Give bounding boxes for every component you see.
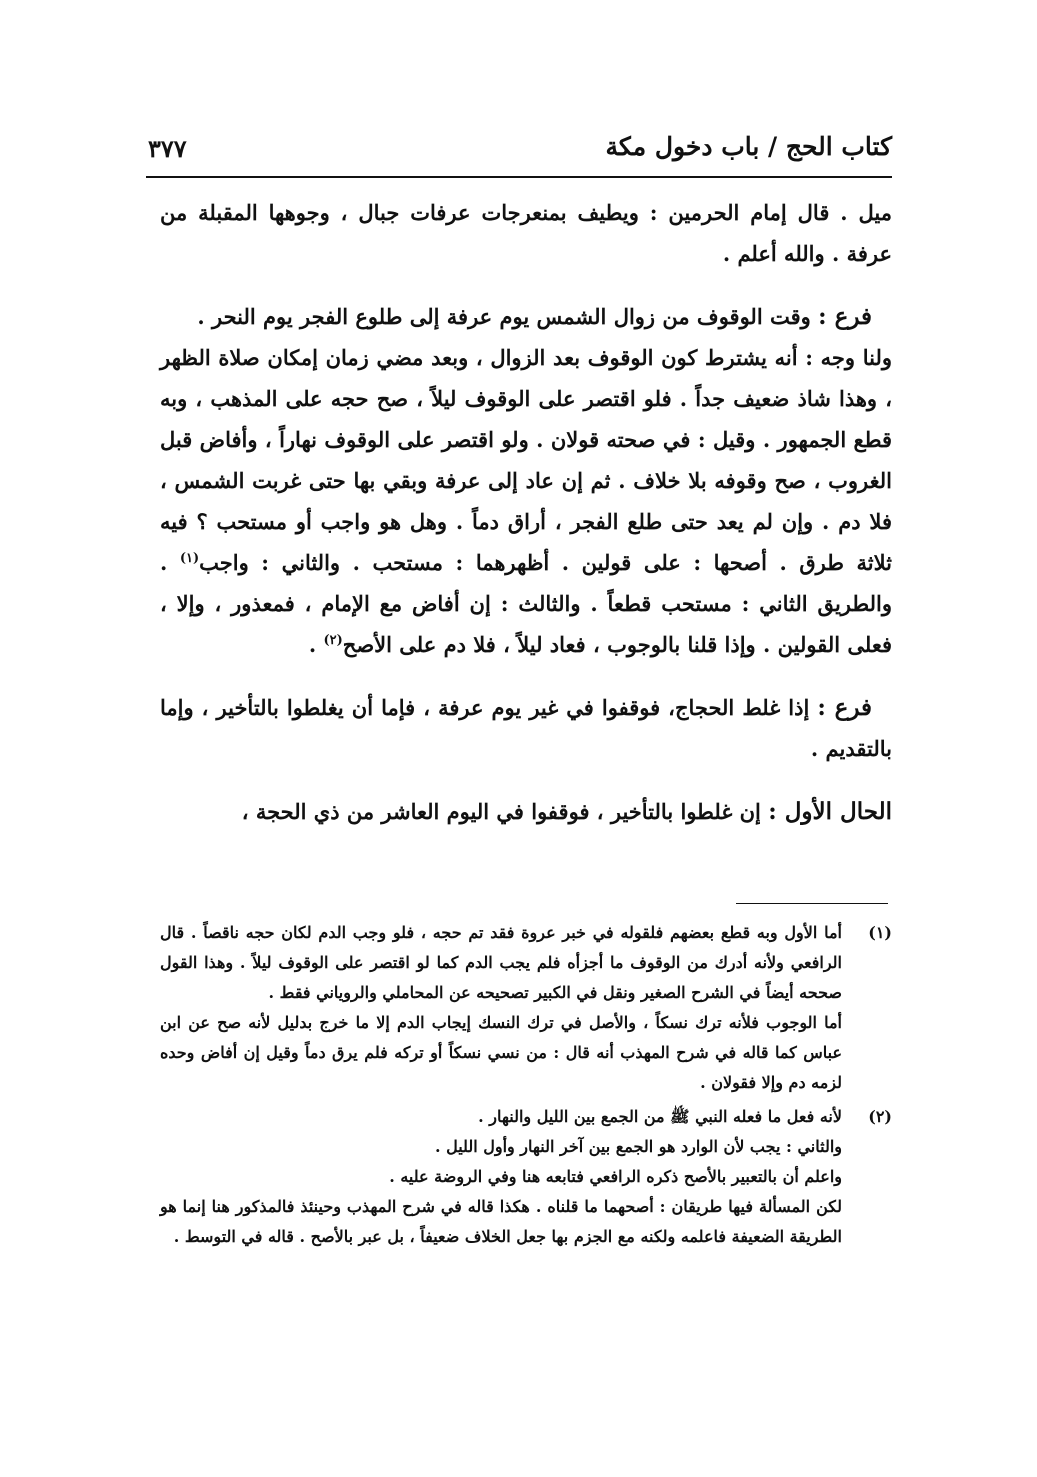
chapter-title: كتاب الحج / باب دخول مكة — [605, 132, 892, 161]
paragraph-opinion — [160, 337, 892, 665]
paragraph-continuation: ميل . قال إمام الحرمين : ويطيف بمنعرجات عرفات جبال ، وجوهها المقبلة من عرفة . والله أعلم . — [160, 200, 892, 266]
header-rule — [146, 176, 892, 178]
paragraph-branch-error — [160, 687, 892, 769]
paragraph-text: إذا غلط الحجاج، فوقفوا في غير يوم عرفة ، فإما أن يغلطوا بالتأخير ، وإما بالتقديم . — [160, 695, 892, 761]
footnote-rule — [736, 903, 888, 904]
main-text — [160, 192, 892, 832]
footnote-paragraph: والثاني : يجب لأن الوارد هو الجمع بين آخر النهار وأول الليل . — [434, 1137, 842, 1156]
footnote-2 — [160, 1102, 892, 1252]
footnote-paragraph: واعلم أن بالتعبير بالأصح ذكره الرافعي فتابعه هنا وفي الروضة عليه . — [389, 1167, 842, 1186]
footnote-number: (١) — [868, 923, 892, 942]
footnote-paragraph: أما الأول وبه قطع بعضهم فلقوله في خبر عروة فقد تم حجه ، فلو وجب الدم لكان حجه ناقصاً . قال الرافعي ولأنه أدرك من الوقوف ما أجزأه فلم يجب الدم كما لو اقتصر على الوقوف ليلاً . وهذا القول صححه أيضاً في الشرح الصغير ونقل في الكبير تصحيحه عن المحاملي والروياني فقط . — [160, 923, 842, 1002]
paragraph-text: ولنا وجه : أنه يشترط كون الوقوف بعد الزوال ، وبعد مضي زمان إمكان صلاة الظهر ، وهذا شاذ ضعيف جداً . فلو اقتصر على الوقوف ليلاً ، صح حجه على المذهب ، وبه قطع الجمهور . وقيل : في صحته قولان . ولو اقتصر على الوقوف نهاراً ، وأفاض قبل الغروب ، صح وقوفه بلا خلاف . ثم إن عاد إلى عرفة وبقي بها حتى غربت الشمس ، فلا دم . وإن لم يعد حتى طلع الفجر ، أراق دماً . وهل هو واجب أو مستحب ؟ فيه ثلاثة طرق . أصحها : على قولين . أظهرهما : مستحب . والثاني : واجب — [160, 345, 892, 575]
branch-heading: فرع : — [817, 694, 873, 721]
running-header — [146, 128, 892, 172]
footnote-paragraph: أما الوجوب فلأنه ترك نسكاً ، والأصل في ترك النسك إيجاب الدم إلا ما خرج بدليل لأنه صح عن ابن عباس كما قاله في شرح المهذب أنه قال : من نسي نسكاً أو تركه فلم يرق دماً وقيل إن أفاض وحده لزمه دم وإلا فقولان . — [160, 1013, 842, 1092]
footnote-1 — [160, 918, 892, 1098]
footnote-paragraph: لأنه فعل ما فعله النبي ﷺ من الجمع بين الليل والنهار . — [478, 1107, 842, 1126]
paragraph-branch-time — [160, 296, 892, 337]
footnote-ref-1: (١) — [179, 551, 200, 566]
case-heading: الحال الأول : — [768, 798, 892, 825]
paragraph-text: إن غلطوا بالتأخير ، فوقفوا في اليوم العاشر من ذي الحجة ، — [241, 799, 761, 824]
branch-heading: فرع : — [818, 303, 872, 330]
footnotes — [160, 918, 892, 1252]
paragraph-first-case — [160, 791, 892, 832]
footnote-ref-2: (٢) — [323, 633, 343, 648]
paragraph-text: . والطريق الثاني : مستحب قطعاً . والثالث : إن أفاض مع الإمام ، فمعذور ، وإلا ، فعلى القولين . وإذا قلنا بالوجوب ، فعاد ليلاً ، فلا دم على الأصح — [160, 550, 892, 657]
paragraph-text: وقت الوقوف من زوال الشمس يوم عرفة إلى طلوع الفجر يوم النحر . — [197, 304, 811, 329]
paragraph-text: . — [308, 632, 324, 657]
footnote-paragraph: لكن المسألة فيها طريقان : أصحهما ما قلناه . هكذا قاله في شرح المهذب وحينئذ فالمذكور هنا إنما هو الطريقة الضعيفة فاعلمه ولكنه مع الجزم بها جعل الخلاف ضعيفاً ، بل عبر بالأصح . قاله في التوسط . — [160, 1197, 842, 1246]
footnote-number: (٢) — [868, 1107, 892, 1126]
page-number: ٣٧٧ — [148, 134, 187, 163]
